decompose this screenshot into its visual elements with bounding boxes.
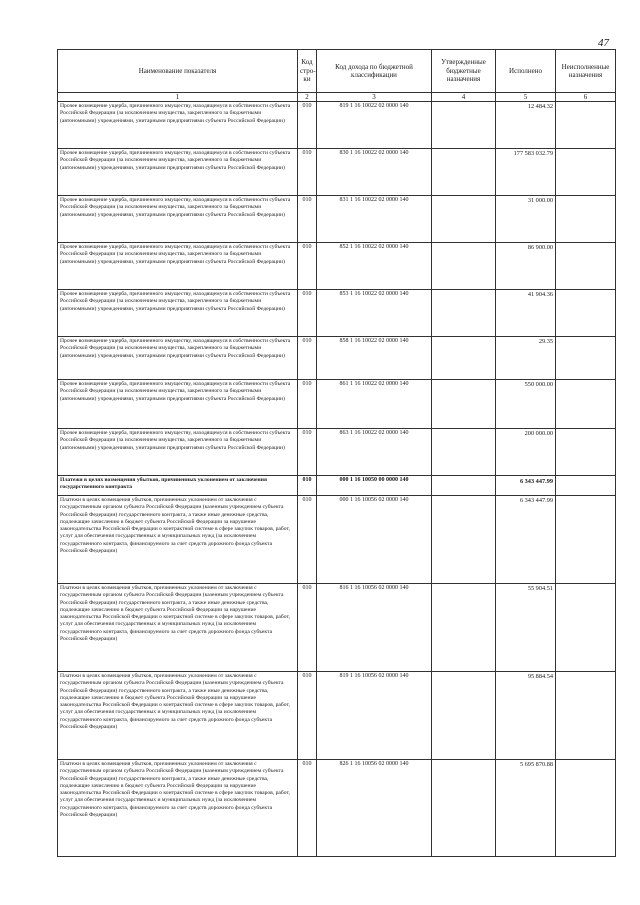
row-income-code: 853 1 16 10022 02 0000 140 (317, 290, 432, 337)
row-line-code: 010 (298, 760, 317, 857)
header-name: Наименование показателя (58, 50, 298, 93)
row-approved (432, 476, 496, 496)
row-approved (432, 380, 496, 429)
row-name: Прочее возмещение ущерба, причиненного имуществу, находящемуся в собственности субъекта Российской Федерации (за исключением имущества, закрепленного за бюджетными (автономными) учреждениями, унитарными предприятиями субъекта Российской Федерации) (58, 243, 298, 290)
row-name: Прочее возмещение ущерба, причиненного имуществу, находящемуся в собственности субъекта Российской Федерации (за исключением имущества, закрепленного за бюджетными (автономными) учреждениями, унитарными предприятиями субъекта Российской Федерации) (58, 429, 298, 476)
table-row (58, 380, 616, 429)
table-body (58, 102, 616, 857)
row-line-code: 010 (298, 496, 317, 584)
row-unexecuted (556, 380, 616, 429)
row-unexecuted (556, 584, 616, 672)
row-name: Прочее возмещение ущерба, причиненного имуществу, находящемуся в собственности субъекта Российской Федерации (за исключением имущества, закрепленного за бюджетными (автономными) учреждениями, унитарными предприятиями субъекта Российской Федерации) (58, 102, 298, 149)
row-name: Прочее возмещение ущерба, причиненного имуществу, находящемуся в собственности субъекта Российской Федерации (за исключением имущества, закрепленного за бюджетными (автономными) учреждениями, унитарными предприятиями субъекта Российской Федерации) (58, 337, 298, 380)
row-approved (432, 584, 496, 672)
row-line-code: 010 (298, 290, 317, 337)
column-number: 3 (317, 93, 432, 102)
row-executed: 95 884.54 (496, 672, 556, 760)
header-executed: Исполнено (496, 50, 556, 93)
table-row (58, 102, 616, 149)
row-line-code: 010 (298, 429, 317, 476)
row-line-code: 010 (298, 102, 317, 149)
row-approved (432, 760, 496, 857)
row-executed: 55 904.51 (496, 584, 556, 672)
column-number: 6 (556, 93, 616, 102)
row-approved (432, 290, 496, 337)
table-row (58, 760, 616, 857)
row-income-code: 830 1 16 10022 02 0000 140 (317, 149, 432, 196)
budget-report-table (57, 49, 616, 857)
row-unexecuted (556, 196, 616, 243)
row-line-code: 010 (298, 476, 317, 496)
table-row (58, 496, 616, 584)
row-approved (432, 429, 496, 476)
row-unexecuted (556, 149, 616, 196)
row-unexecuted (556, 476, 616, 496)
row-income-code: 858 1 16 10022 02 0000 140 (317, 337, 432, 380)
column-number: 4 (432, 93, 496, 102)
row-income-code: 819 1 16 10022 02 0000 140 (317, 102, 432, 149)
row-executed: 177 583 032.79 (496, 149, 556, 196)
row-income-code: 861 1 16 10022 02 0000 140 (317, 380, 432, 429)
row-executed: 29.35 (496, 337, 556, 380)
row-name: Платежи в целях возмещения убытков, причиненных уклонением от заключения с государственным органом субъекта Российской Федерации (казенным учреждением субъекта Российской Федерации) государственного контракта, а также иные денежные средства, подлежащие зачислению в бюджет субъекта Российской Федерации за нарушение законодательства Российской Федерации о контрактной системе в сфере закупок товаров, работ, услуг для обеспечения государственных и муниципальных нужд (за исключением государственного контракта, финансируемого за счет средств дорожного фонда субъекта Российской Федерации) (58, 672, 298, 760)
row-name: Платежи в целях возмещения убытков, причиненных уклонением от заключения с государственным органом субъекта Российской Федерации (казенным учреждением субъекта Российской Федерации) государственного контракта, а также иные денежные средства, подлежащие зачислению в бюджет субъекта Российской Федерации за нарушение законодательства Российской Федерации о контрактной системе в сфере закупок товаров, работ, услуг для обеспечения государственных и муниципальных нужд (за исключением государственного контракта, финансируемого за счет средств дорожного фонда субъекта Российской Федерации) (58, 584, 298, 672)
row-name: Прочее возмещение ущерба, причиненного имуществу, находящемуся в собственности субъекта Российской Федерации (за исключением имущества, закрепленного за бюджетными (автономными) учреждениями, унитарными предприятиями субъекта Российской Федерации) (58, 149, 298, 196)
row-income-code: 816 1 16 10056 02 0000 140 (317, 584, 432, 672)
row-line-code: 010 (298, 337, 317, 380)
row-approved (432, 196, 496, 243)
column-number-row (58, 93, 616, 102)
row-income-code: 000 1 16 10050 00 0000 140 (317, 476, 432, 496)
row-income-code: 852 1 16 10022 02 0000 140 (317, 243, 432, 290)
table-row (58, 337, 616, 380)
row-line-code: 010 (298, 584, 317, 672)
row-name: Прочее возмещение ущерба, причиненного имуществу, находящемуся в собственности субъекта Российской Федерации (за исключением имущества, закрепленного за бюджетными (автономными) учреждениями, унитарными предприятиями субъекта Российской Федерации) (58, 196, 298, 243)
row-unexecuted (556, 337, 616, 380)
row-unexecuted (556, 760, 616, 857)
row-executed: 41 904.36 (496, 290, 556, 337)
row-name: Прочее возмещение ущерба, причиненного имуществу, находящемуся в собственности субъекта Российской Федерации (за исключением имущества, закрепленного за бюджетными (автономными) учреждениями, унитарными предприятиями субъекта Российской Федерации) (58, 290, 298, 337)
row-executed: 12 484.32 (496, 102, 556, 149)
row-income-code: 831 1 16 10022 02 0000 140 (317, 196, 432, 243)
row-name: Платежи в целях возмещения убытков, причиненных уклонением от заключения с государственным органом субъекта Российской Федерации (казенным учреждением субъекта Российской Федерации) государственного контракта, а также иные денежные средства, подлежащие зачислению в бюджет субъекта Российской Федерации за нарушение законодательства Российской Федерации о контрактной системе в сфере закупок товаров, работ, услуг для обеспечения государственных и муниципальных нужд (за исключением государственного контракта, финансируемого за счет средств дорожного фонда субъекта Российской Федерации) (58, 496, 298, 584)
row-approved (432, 496, 496, 584)
row-unexecuted (556, 672, 616, 760)
row-approved (432, 672, 496, 760)
table-header-row (58, 50, 616, 93)
column-number: 2 (298, 93, 317, 102)
row-approved (432, 243, 496, 290)
table-row (58, 243, 616, 290)
row-name: Платежи в целях возмещения убытков, причиненных уклонением от заключения государственного контракта (58, 476, 298, 496)
row-unexecuted (556, 496, 616, 584)
table-row (58, 672, 616, 760)
table-row (58, 149, 616, 196)
page-number: 47 (598, 37, 609, 49)
row-unexecuted (556, 429, 616, 476)
row-executed: 5 695 870.88 (496, 760, 556, 857)
row-approved (432, 102, 496, 149)
row-approved (432, 337, 496, 380)
table-row (58, 196, 616, 243)
row-executed: 200 000.00 (496, 429, 556, 476)
header-line-code: Код стро-ки (298, 50, 317, 93)
row-income-code: 863 1 16 10022 02 0000 140 (317, 429, 432, 476)
row-unexecuted (556, 243, 616, 290)
row-approved (432, 149, 496, 196)
row-income-code: 826 1 16 10056 02 0000 140 (317, 760, 432, 857)
row-executed: 6 343 447.99 (496, 476, 556, 496)
row-executed: 550 000.00 (496, 380, 556, 429)
header-unexecuted: Неисполненные назначения (556, 50, 616, 93)
column-number: 5 (496, 93, 556, 102)
row-line-code: 010 (298, 243, 317, 290)
row-line-code: 010 (298, 380, 317, 429)
column-number: 1 (58, 93, 298, 102)
row-executed: 31 000.00 (496, 196, 556, 243)
row-name: Прочее возмещение ущерба, причиненного имуществу, находящемуся в собственности субъекта Российской Федерации (за исключением имущества, закрепленного за бюджетными (автономными) учреждениями, унитарными предприятиями субъекта Российской Федерации) (58, 380, 298, 429)
table-row (58, 476, 616, 496)
row-line-code: 010 (298, 672, 317, 760)
header-income-code: Код дохода по бюджетной классификации (317, 50, 432, 93)
row-income-code: 819 1 16 10056 02 0000 140 (317, 672, 432, 760)
row-income-code: 000 1 16 10056 02 0000 140 (317, 496, 432, 584)
table-row (58, 584, 616, 672)
row-unexecuted (556, 290, 616, 337)
row-line-code: 010 (298, 149, 317, 196)
row-name: Платежи в целях возмещения убытков, причиненных уклонением от заключения с государственным органом субъекта Российской Федерации (казенным учреждением субъекта Российской Федерации) государственного контракта, а также иные денежные средства, подлежащие зачислению в бюджет субъекта Российской Федерации за нарушение законодательства Российской Федерации о контрактной системе в сфере закупок товаров, работ, услуг для обеспечения государственных и муниципальных нужд (за исключением государственного контракта, финансируемого за счет средств дорожного фонда субъекта Российской Федерации) (58, 760, 298, 857)
table-row (58, 290, 616, 337)
header-approved: Утвержденные бюджетные назначения (432, 50, 496, 93)
row-line-code: 010 (298, 196, 317, 243)
row-executed: 6 343 447.99 (496, 496, 556, 584)
row-unexecuted (556, 102, 616, 149)
table-row (58, 429, 616, 476)
row-executed: 86 900.00 (496, 243, 556, 290)
